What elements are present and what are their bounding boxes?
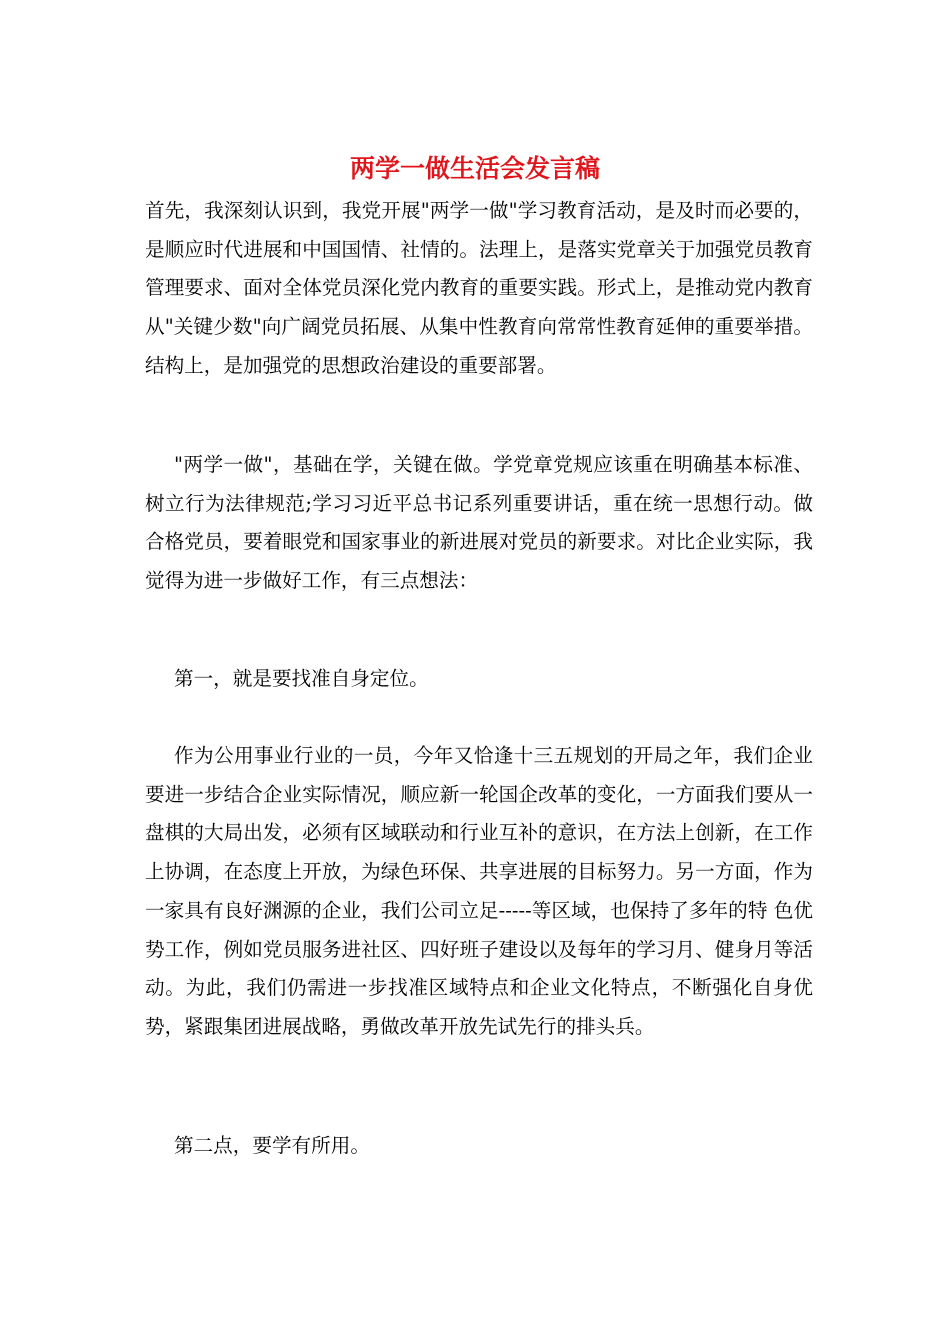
paragraph-two-learn-one-do: "两学一做"，基础在学，关键在做。学党章党规应该重在明确基本标准、树立行为法律规范;学习习近平总书记系列重要讲话，重在统一思想行动。做合格党员，要着眼党和国家事业的新进展对党员的新要求。对比企业实际，我觉得为进一步做好工作，有三点想法：: [145, 453, 813, 593]
paragraph-point-one-heading: 第一，就是要找准自身定位。: [174, 667, 429, 690]
document-title: 两学一做生活会发言稿: [349, 154, 600, 183]
paragraph-intro: 首先，我深刻认识到，我党开展"两学一做"学习教育活动，是及时而必要的，是顺应时代进展和中国国情、社情的。法理上，是落实党章关于加强党员教育管理要求、面对全体党员深化党内教育的重要实践。形式上，是推动党内教育从"关键少数"向广阔党员拓展、从集中性教育向常常性教育延伸的重要举措。结构上，是加强党的思想政治建设的重要部署。: [145, 199, 813, 377]
paragraph-point-one-body: 作为公用事业行业的一员，今年又恰逢十三五规划的开局之年，我们企业要进一步结合企业实际情况，顺应新一轮国企改革的变化，一方面我们要从一盘棋的大局出发，必须有区域联动和行业互补的意识，在方法上创新，在工作上协调，在态度上开放，为绿色环保、共享进展的目标努力。另一方面，作为一家具有良好渊源的企业，我们公司立足-----等区域，也保持了多年的特 色优势工作，例如党员服务进社区、四好班子建设以及每年的学习月、健身月等活动。为此，我们仍需进一步找准区域特点和企业文化特点，不断强化自身优势，紧跟集团进展战略，勇做改革开放先试先行的排头兵。: [145, 744, 813, 1038]
paragraph-point-two-heading: 第二点，要学有所用。: [174, 1134, 370, 1157]
